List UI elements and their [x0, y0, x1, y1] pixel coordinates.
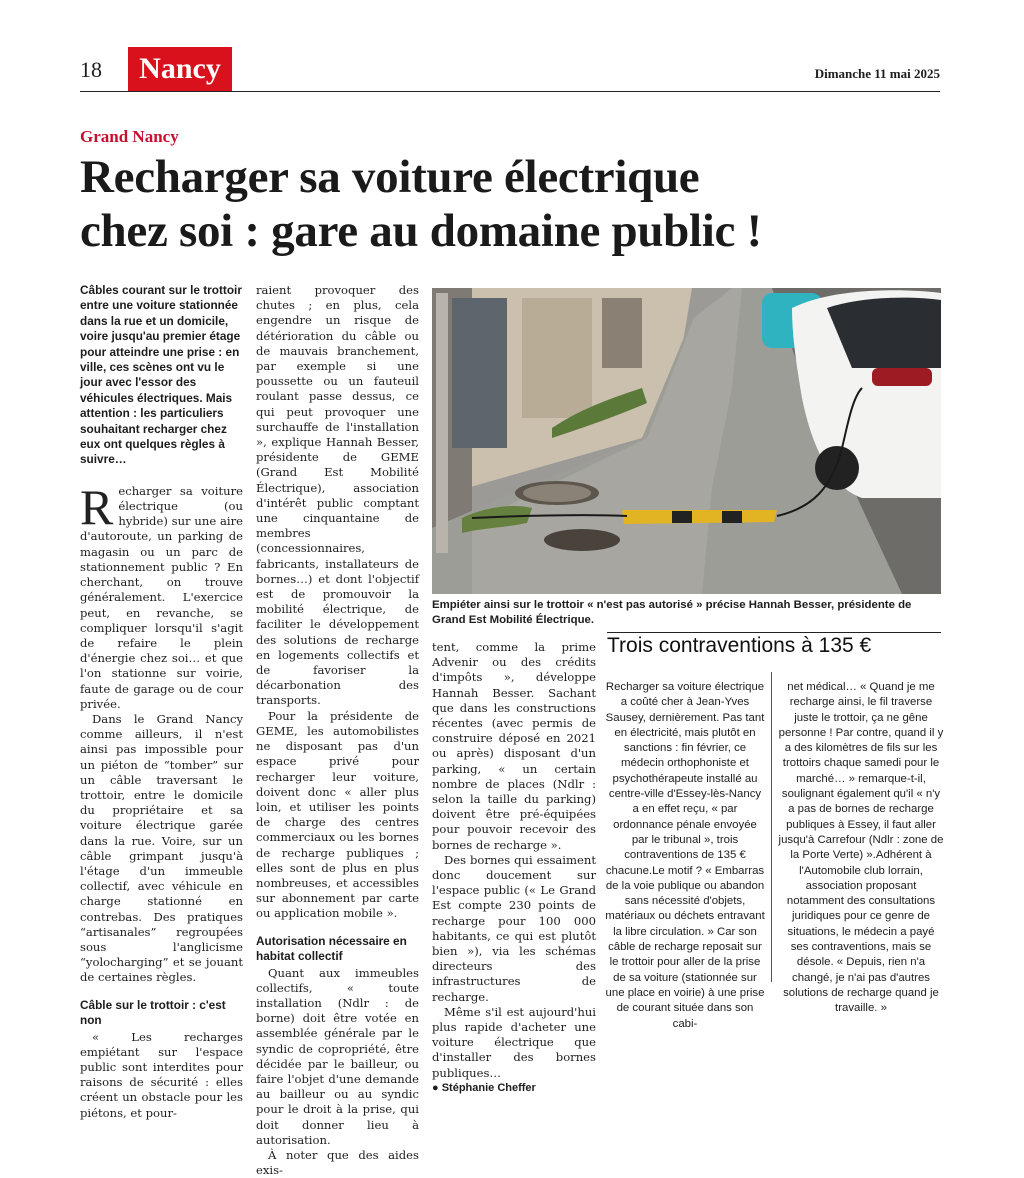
issue-date: Dimanche 11 mai 2025: [814, 66, 940, 81]
article-column-1: [80, 283, 243, 1121]
article-column-3: [432, 640, 596, 1096]
article-column-2: [256, 283, 419, 1178]
article-paragraph: raient provoquer des chutes ; en plus, cela engendre un risque de détérioration du câble ou de mauvais branchement, par exemple si une poussette ou un fauteuil roulant passe dessus, ce qui peut provoquer une surchauffe de l'installation », explique Hannah Besser, présidente de GEME (Grand Est Mobilité Électrique), association d'intérêt public comptant une cinquantaine de membres (concessionnaires, fabricants, installateurs de bornes…) et dont l'objectif est de promouvoir la mobilité électrique, de faciliter le développement des solutions de recharge en logements collectifs et de favoriser la décarbonation des transports.: [256, 283, 419, 708]
article-chapo: Câbles courant sur le trottoir entre une voiture stationnée dans la rue et un domicile, voire jusqu'au premier étage pour atteindre une prise : en ville, ces scènes ont vu le jour avec l'essor des véhicules électriques. Mais attention : les particuliers souhaitant recharger chez eux ont quelques règles à suivre…: [80, 283, 242, 467]
article-paragraph: Des bornes qui essaiment donc doucement sur l'espace public (« Le Grand Est compte 230 points de recharge pour 100 000 habitants, ce qui est plutôt bien »), via les schémas directeurs des infrastructures de recharge.: [432, 852, 596, 1004]
photo-sidewalk-ev-charging: [432, 288, 941, 594]
article-paragraph: Recharger sa voiture électrique (ou hybride) sur une aire d'autoroute, un parking de magasin ou un parc de stationnement public ? En cherchant, on trouve généralement. L'exercice peut, en revanche, se compliquer lorsqu'il s'agit de refaire le plein d'énergie chez soi… et que l'on stationne sur voirie, faute de garage ou de cour privée.: [80, 478, 243, 711]
box-top-rule: [607, 632, 941, 633]
article-headline: [80, 150, 950, 258]
headline-line-2: chez soi : gare au domaine public !: [80, 205, 762, 257]
article-paragraph: À noter que des aides exis-: [256, 1147, 419, 1178]
subheading: Autorisation nécessaire en habitat collectif: [256, 933, 407, 963]
article-paragraph: « Les recharges empiétant sur l'espace public sont interdites pour raisons de sécurité : elles créent un obstacle pour les piétons, et pour-: [80, 1029, 243, 1120]
article-signature: ● Stéphanie Cheffer: [432, 1081, 536, 1094]
article-photo: [432, 288, 941, 594]
page-number: 18: [80, 57, 102, 82]
header-rule: [80, 91, 940, 92]
box-title: Trois contraventions à 135 €: [607, 634, 872, 657]
headline-line-1: Recharger sa voiture électrique: [80, 151, 700, 203]
subheading: Câble sur le trottoir : c'est non: [80, 997, 226, 1027]
article-paragraph: Même s'il est aujourd'hui plus rapide d'acheter une voiture électrique que d'installer des bornes publiques…: [432, 1004, 596, 1080]
photo-caption: Empiéter ainsi sur le trottoir « n'est pas autorisé » précise Hannah Besser, présidente de Grand Est Mobilité Électrique.: [432, 599, 912, 626]
box-column-2: [778, 680, 944, 1017]
article-paragraph: Quant aux immeubles collectifs, « toute installation (Ndlr : de borne) doit être votée en assemblée générale par le syndic de copropriété, être décidée par le bailleur, ou faire l'objet d'une demande au bailleur ou au syndic pour le droit à la prise, qui doit donner lieu à autorisation.: [256, 965, 419, 1147]
section-rubric: Grand Nancy: [80, 127, 179, 146]
article-paragraph: Pour la présidente de GEME, les automobilistes ne disposant pas d'un espace privé pour recharger leur voiture, doivent donc « aller plus loin, et utiliser les points de charge des centres commerciaux ou les bornes de recharge publiques ; elles sont de plus en plus nombreuses, et accessibles sur abonnement par carte ou application mobile ».: [256, 708, 419, 921]
article-paragraph: Dans le Grand Nancy comme ailleurs, il n'est ainsi pas impossible pour un piéton de “tomber” sur un câble traversant le trottoir, entre le domicile du propriétaire et sa voiture électrique garée dans la rue. Voire, sur un câble grimpant jusqu'à l'étage d'un immeuble collectif, avec véhicule en charge stationné en contrebas. Des pratiques “artisanales” regroupées sous l'anglicisme “yolocharging” et se jouant de certaines règles.: [80, 711, 243, 985]
drop-cap: R: [80, 478, 114, 535]
box-paragraph: Recharger sa voiture électrique a coûté cher à Jean-Yves Sausey, dernièrement. Pas tant en électricité, mais plutôt en sanctions : fin février, ce médecin orthophoniste et psychothérapeute installé au centre-ville d'Essey-lès-Nancy a en effet reçu, « par ordonnance pénale envoyée par le tribunal », trois contraventions de 135 € chacune.Le motif ? « Embarras de la voie publique ou abandon sans nécessité d'objets, matériaux ou déchets entravant la libre circulation. » Car son câble de recharge reposait sur le trottoir pour aller de la prise de sa voiture (stationnée sur une place en voirie) à une prise de courant située dans son cabi-: [605, 681, 765, 1030]
box-paragraph: net médical… « Quand je me recharge ainsi, le fil traverse juste le trottoir, ça ne gêne personne ! Par contre, quand il y a des kilomètres de fils sur les trottoirs chaque samedi pour le marché… » remarque-t-il, soulignant également qu'il « n'y a pas de bornes de recharge publiques à Essey, il faut aller jusqu'à Carrefour (Ndlr : zone de la Porte Verte) ».Adhérent à l'Automobile club lorrain, association proposant notamment des consultations juridiques pour ce genre de situations, le médecin a payé ses contraventions, mais se désole. « Depuis, rien n'a changé, je n'ai pas d'autres solutions de recharge quand je travaille. »: [778, 681, 944, 1015]
newspaper-logo: Nancy: [128, 47, 232, 91]
article-paragraph: tent, comme la prime Advenir ou des crédits d'impôts », développe Hannah Besser. Sachant que dans les constructions récentes (avec permis de construire déposé en 2021 ou après) disposant d'un parking, « un certain nombre de places (Ndlr : selon la taille du parking) doivent être pré-équipées pour pouvoir recevoir des bornes de recharge ».: [432, 640, 596, 852]
box-column-1: [605, 680, 765, 1032]
box-column-divider: [771, 672, 772, 982]
